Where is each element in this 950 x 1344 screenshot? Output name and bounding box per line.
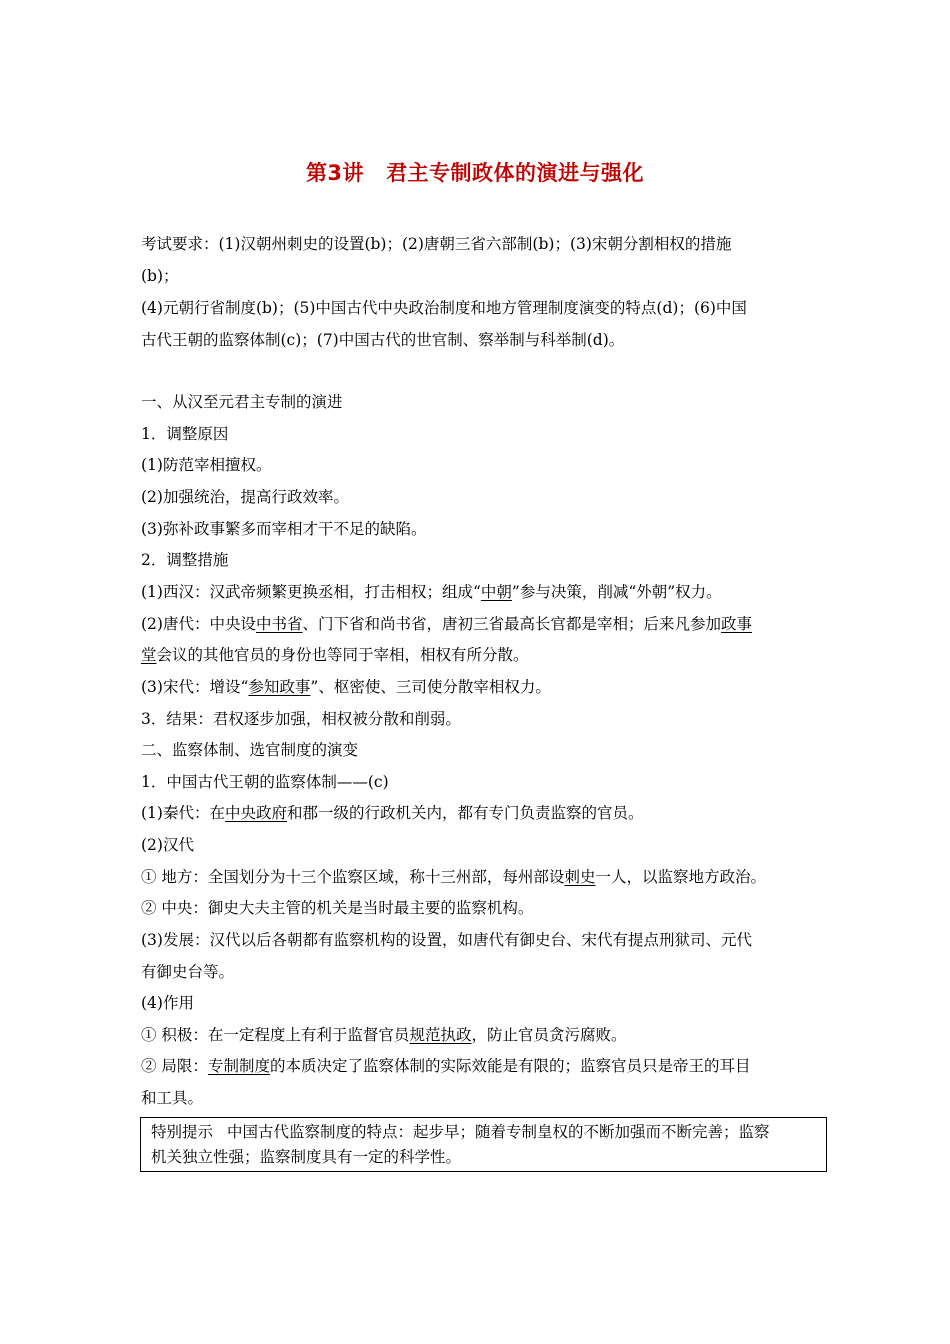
- lecture-title: 君主专制政体的演进与强化: [386, 161, 645, 185]
- subheading-measures: 2．调整措施: [141, 551, 229, 569]
- exam-requirements-line-1: 考试要求：(1)汉朝州刺史的设置(b)；(2)唐朝三省六部制(b)；(3)宋朝分割相权的措施: [141, 235, 732, 253]
- measure-western-han: (1)西汉：汉武帝频繁更换丞相，打击相权；组成“中朝”参与决策，削减“外朝”权力。: [141, 583, 722, 601]
- keyword-zhongshusheng: 中书省: [255, 615, 303, 633]
- result: 3．结果：君权逐步加强，相权被分散和削弱。: [141, 710, 461, 728]
- supervision-han-central: ② 中央：御史大夫主管的机关是当时最主要的监察机构。: [141, 899, 534, 917]
- lecture-number: 第3讲: [305, 161, 365, 185]
- special-tip-label: 特别提示: [151, 1123, 214, 1141]
- exam-requirements-line-4: 古代王朝的监察体制(c)；(7)中国古代的世官制、察举制与科举制(d)。: [141, 331, 625, 349]
- supervision-qin: (1)秦代：在中央政府和郡一级的行政机关内，都有专门负责监察的官员。: [141, 804, 644, 822]
- keyword-autocracy: 专制制度: [207, 1057, 270, 1075]
- keyword-zhengshitang-part-1: 政事: [721, 615, 753, 633]
- keyword-zhongchao: 中朝: [480, 583, 512, 601]
- page-title: [0, 157, 950, 187]
- supervision-development-line-1: (3)发展：汉代以后各朝都有监察机构的设置，如唐代有御史台、宋代有提点刑狱司、元代: [141, 931, 752, 949]
- supervision-han: (2)汉代: [141, 836, 194, 854]
- subheading-reasons: 1．调整原因: [141, 425, 229, 443]
- measure-song: (3)宋代：增设“参知政事”、枢密使、三司使分散宰相权力。: [141, 678, 551, 696]
- special-tip-box: [140, 1117, 827, 1172]
- measure-tang-line-1: (2)唐代：中央设中书省、门下省和尚书省，唐初三省最高长官都是宰相；后来凡参加政事: [141, 615, 753, 633]
- exam-requirements-line-3: (4)元朝行省制度(b)；(5)中国古代中央政治制度和地方管理制度演变的特点(d)；(6)中国: [141, 299, 747, 317]
- reason-3: (3)弥补政事繁多而宰相才干不足的缺陷。: [141, 520, 427, 538]
- role-positive: ① 积极：在一定程度上有利于监督官员规范执政，防止官员贪污腐败。: [141, 1026, 627, 1044]
- role-limitation-line-1: ② 局限：专制制度的本质决定了监察体制的实际效能是有限的；监察官员只是帝王的耳目: [141, 1057, 751, 1075]
- special-tip-line-2: 机关独立性强；监察制度具有一定的科学性。: [151, 1148, 462, 1166]
- role-limitation-line-2: 和工具。: [141, 1089, 204, 1107]
- reason-2: (2)加强统治，提高行政效率。: [141, 488, 349, 506]
- exam-requirements-line-2: (b)；: [141, 267, 179, 285]
- measure-tang-line-2: 堂会议的其他官员的身份也等同于宰相，相权有所分散。: [141, 646, 529, 664]
- keyword-cishi: 刺史: [564, 868, 596, 886]
- section-2-heading: 二、监察体制、选官制度的演变: [141, 741, 359, 759]
- supervision-development-line-2: 有御史台等。: [141, 963, 235, 981]
- reason-1: (1)防范宰相擅权。: [141, 456, 272, 474]
- keyword-canzhizhengshi: 参知政事: [248, 678, 311, 696]
- supervision-han-local: ① 地方：全国划分为十三个监察区域，称十三州部，每州部设刺史一人，以监察地方政治。: [141, 868, 766, 886]
- keyword-guifanzhizheng: 规范执政: [409, 1026, 472, 1044]
- subheading-supervision: 1．中国古代王朝的监察体制——(c): [141, 773, 389, 791]
- special-tip-line-1: 特别提示 中国古代监察制度的特点：起步早；随着专制皇权的不断加强而不断完善；监察: [151, 1123, 770, 1141]
- keyword-zhengshitang-part-2: 堂: [141, 646, 157, 664]
- section-1-heading: 一、从汉至元君主专制的演进: [141, 393, 343, 411]
- keyword-central-government: 中央政府: [224, 804, 287, 822]
- supervision-role: (4)作用: [141, 994, 194, 1012]
